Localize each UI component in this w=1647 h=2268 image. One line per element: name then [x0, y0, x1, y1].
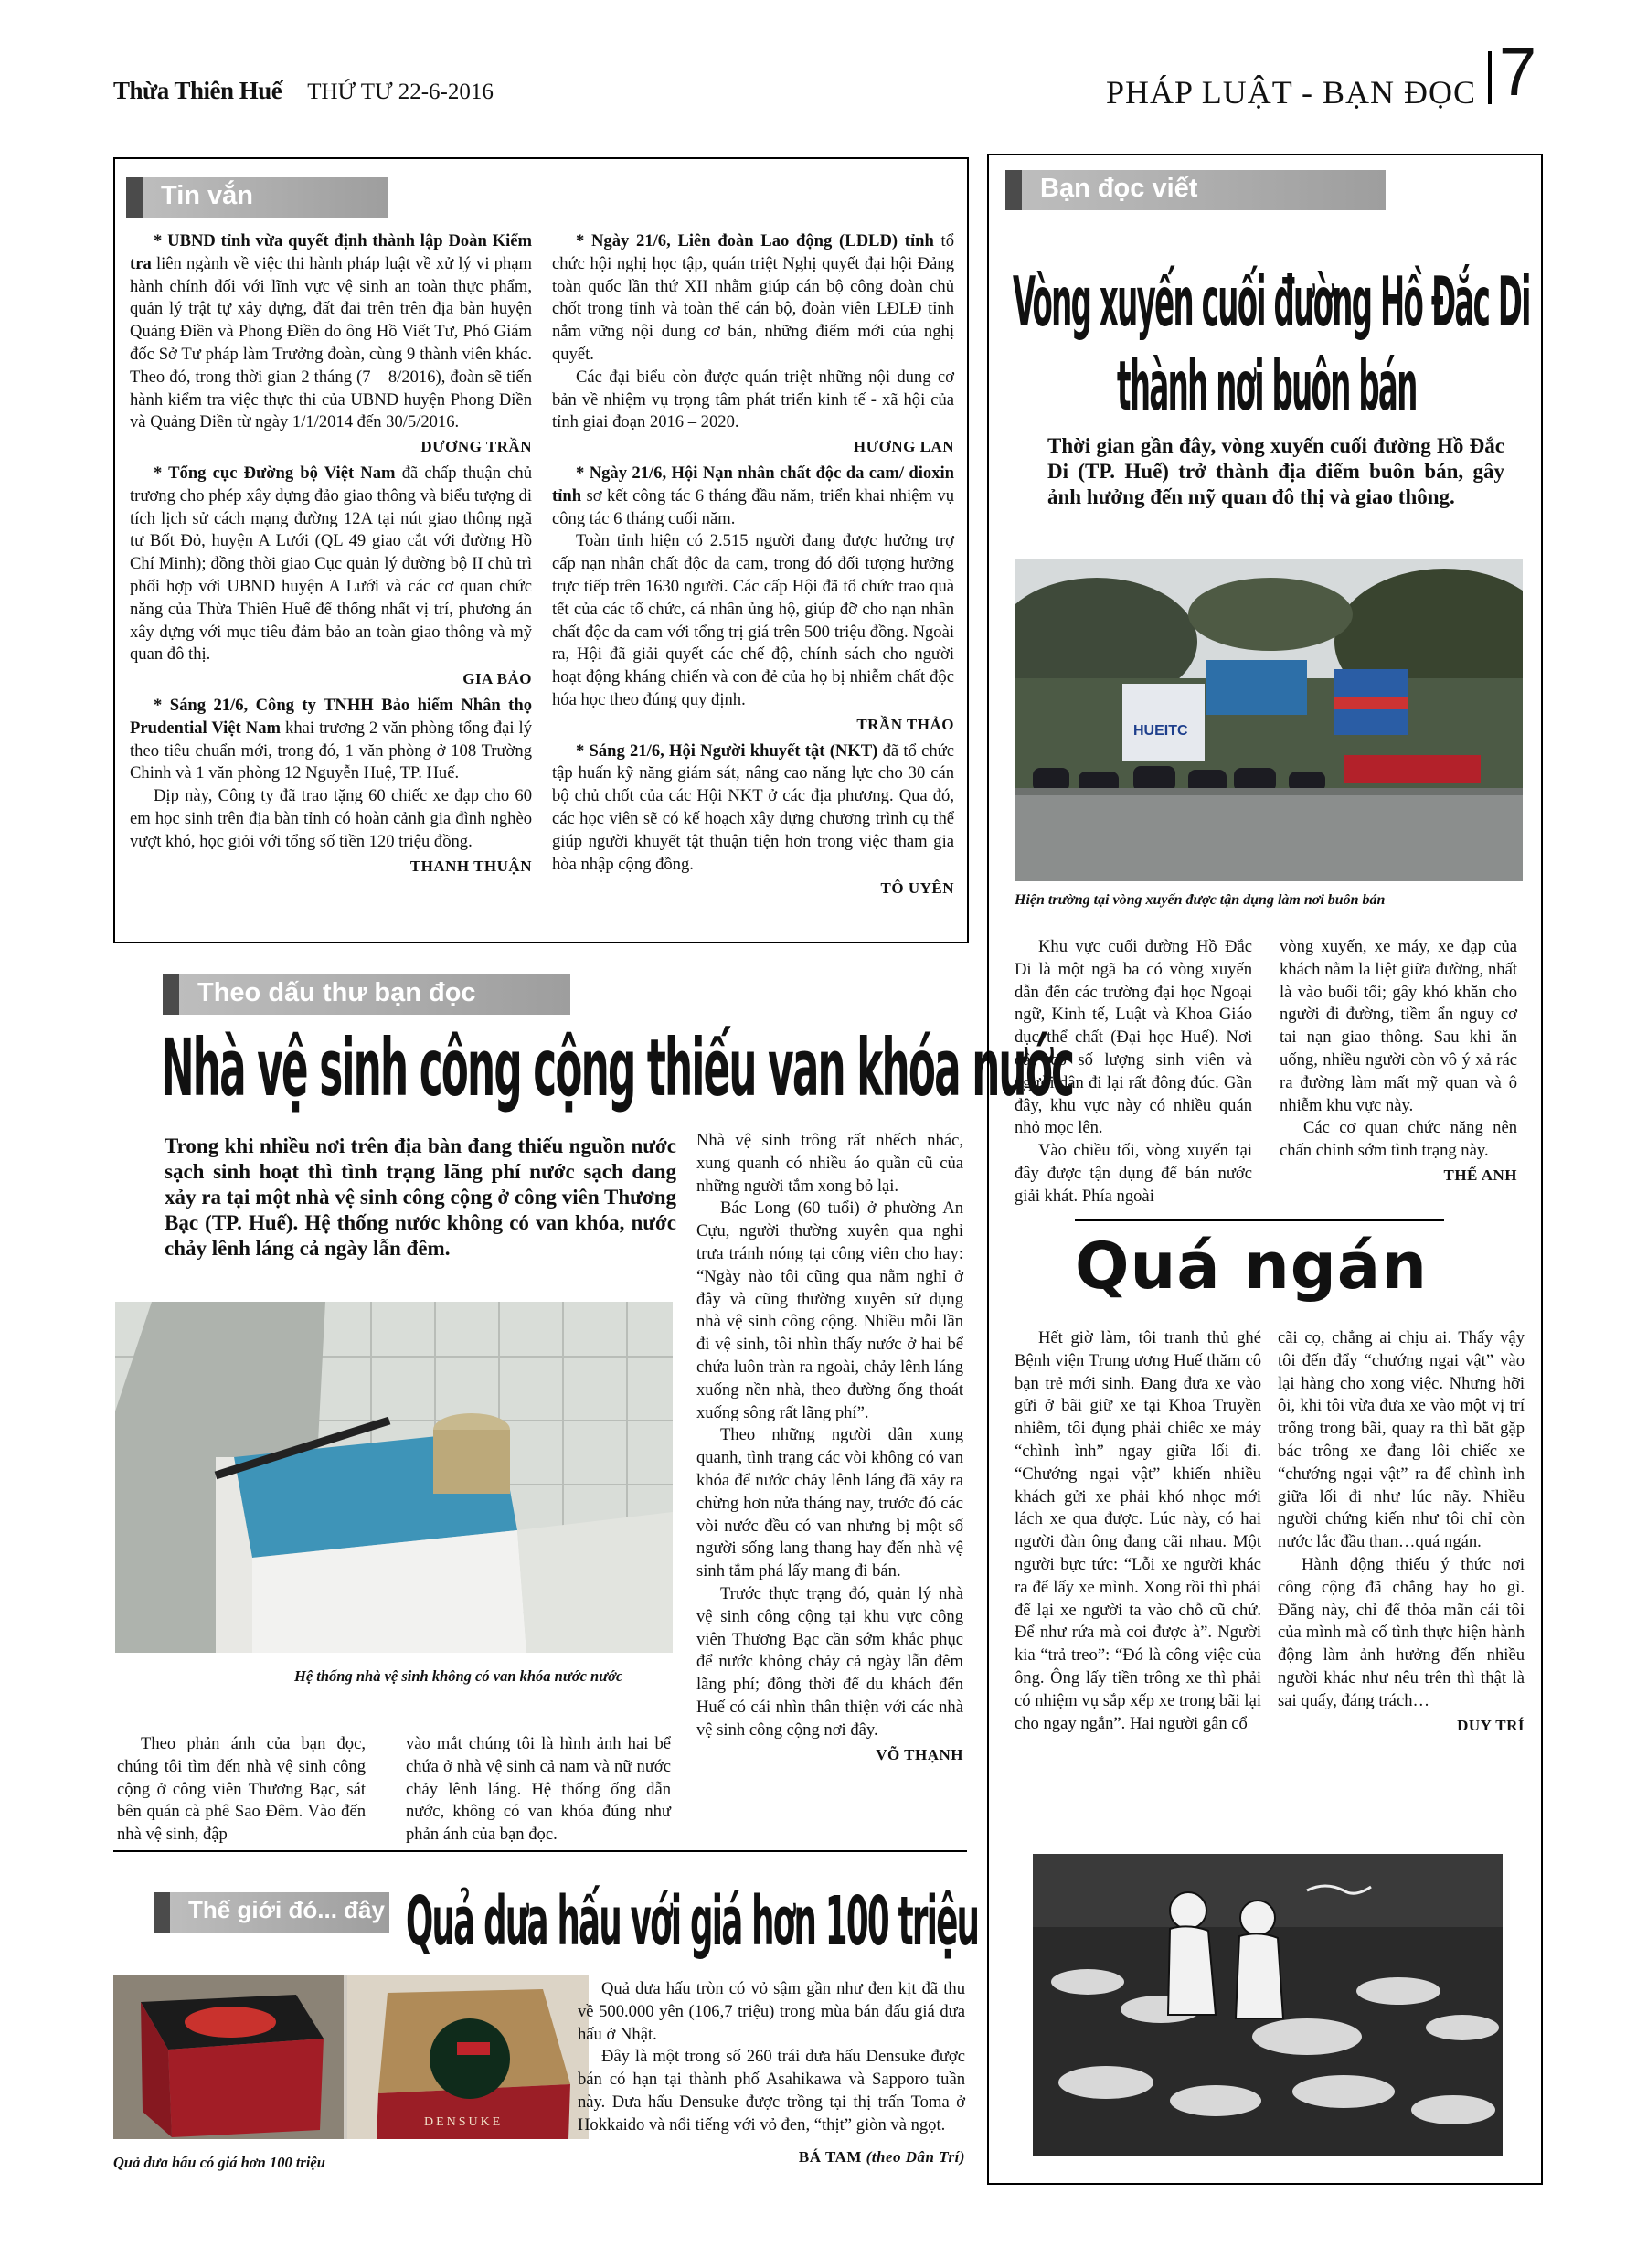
paper-name: Thừa Thiên Huế	[113, 77, 282, 104]
article-text: Vào chiều tối, vòng xuyến tại đây được tận dụng để bán nước giải khát. Phía ngoài	[1015, 1141, 1252, 1206]
article-text: Khu vực cuối đường Hồ Đắc Di là một ngã ba có vòng xuyến dẫn đến các trường đại học Ngoại ngữ, Kinh tế, Luật và Khoa Giáo dục thể chất (Đại học Huế). Nơi đây có số lượng sinh viên và người dân đi lại rất đông đúc. Gần đây, khu vực này có nhiều quán nhỏ mọc lên.	[1015, 937, 1252, 1138]
news-lead: * Ngày 21/6, Hội Nạn nhân chất độc da cam/ dioxin tỉnh	[552, 463, 954, 506]
byline: TÔ UYÊN	[880, 879, 954, 898]
roundabout-col-2	[1280, 936, 1517, 1191]
article-text: Nhà vệ sinh trông rất nhếch nhác, xung quanh có nhiều áo quần cũ của những người tắm xong bỏ lại.	[696, 1131, 963, 1196]
parking-illustration	[1033, 1854, 1503, 2156]
article-text: cãi cọ, chẳng ai chịu ai. Thấy vậy tôi đến đẩy “chướng ngại vật” vào lại hàng cho xong việc. Nhưng hỡi ôi, khi tôi vừa đưa xe vào một vị trí trống trong bãi, quay ra thì bắt gặp bác trông xe đang lôi chiếc xe “chướng ngại vật” ra để chình ình giữa lối đi như lúc nãy. Nhiều người chứng kiến như tôi chỉ còn nước lắc đầu than…quá ngán.	[1278, 1328, 1525, 1552]
toilet-col-1	[117, 1733, 366, 1847]
section-divider	[1075, 1219, 1444, 1221]
toilet-photo	[115, 1302, 673, 1653]
article-text: Quả dưa hấu tròn có vỏ sậm gần như đen kịt đã thu về 500.000 yên (106,7 triệu) trong mùa bán đấu giá dưa hấu ở Nhật.	[578, 1979, 965, 2044]
article-text: Theo phản ánh của bạn đọc, chúng tôi tìm đến nhà vệ sinh công cộng ở công viên Thương Bạc, sát bên quán cà phê Sao Đêm. Vào đến nhà vệ sinh, đập	[117, 1734, 366, 1845]
watermelon-headline: Quả dưa hấu với giá hơn 100 triệu	[406, 1881, 979, 1961]
issue-date: THỨ TƯ 22-6-2016	[307, 80, 494, 104]
article-text: Bác Long (60 tuổi) ở phường An Cựu, người thường xuyên qua nghỉ trưa tránh nóng tại công viên cho hay: “Ngày nào tôi cũng qua nằm nghỉ ở đây và cũng thường xuyên sử dụng nhà vệ sinh công cộng. Nhiều mỗi lần đi vệ sinh, tôi nhìn thấy nước ở hai bể chứa luôn tràn ra ngoài, chảy lênh láng xuống nền nhà, theo đường ống thoát xuống sông rất lãng phí”.	[696, 1198, 963, 1422]
qua-ngan-headline: Quá ngán	[1075, 1229, 1428, 1304]
article-text: Hành động thiếu ý thức nơi công cộng đã chẳng hay ho gì. Đằng này, chỉ để thỏa mãn cái tôi của mình mà cố tình thực hiện hành động làm ảnh hưởng đến nhiều người khác như nêu trên thì thật là sai quấy, đáng trách…	[1278, 1554, 1525, 1710]
news-lead: * Sáng 21/6, Hội Người khuyết tật (NKT)	[576, 740, 878, 761]
news-body: đã chấp thuận chủ trương cho phép xây dựng đảo giao thông và biểu tượng di tích lịch sử cách mạng đường 12A tại nút giao thông ngã tư Bốt Đỏ, huyện A Lưới (QL 49 giao cắt với đường Hồ Chí Minh); đồng thời giao Cục quản lý đường bộ II chủ trì phối hợp với UBND huyện A Lưới và các cơ quan chức năng của Thừa Thiên Huế để thống nhất vị trí, phương án xây dựng với mục tiêu đảm bảo an toàn giao thông và mỹ quan đô thị.	[130, 463, 532, 665]
byline: THANH THUẬN	[409, 857, 532, 875]
ban-doc-viet-tag: Bạn đọc viết	[1005, 170, 1386, 210]
byline-source: (theo Dân Trí)	[866, 2147, 965, 2166]
byline: HƯƠNG LAN	[853, 438, 954, 456]
tin-van-tag: Tin vắn	[126, 177, 388, 218]
article-text: Hết giờ làm, tôi tranh thủ ghé Bệnh viện Trung ương Huế thăm cô bạn trẻ mới sinh. Đang đưa xe vào gửi ở bãi giữ xe tại Khoa Truyền nhiễm, tôi đụng phải chiếc xe máy “chình ình” ngay giữa lối đi. “Chướng ngại vật” khiến nhiều khách gửi xe phải khó nhọc mới lách xe qua được. Lúc này, có hai người đàn ông đang cãi nhau. Một người bực tức: “Lỗi xe người khác ra để lấy xe mình. Xong rồi thì phải để lại xe người ta vào chỗ cũ chứ. Để như rứa mà coi được à”. Người kia “trả treo”: “Đó là công việc của ông. Ông lấy tiền trông xe thì phải có nhiệm vụ sắp xếp xe trong bãi lại cho ngay ngắn”. Hai người gân cổ	[1015, 1328, 1261, 1733]
news-lead: * Ngày 21/6, Liên đoàn Lao động (LĐLĐ) tỉnh	[576, 231, 934, 250]
toilet-col-3	[696, 1130, 963, 1770]
article-text: Trước thực trạng đó, quản lý nhà vệ sinh công cộng tại khu vực công viên Thương Bạc cần sớm khắc phục để nước không chảy cả ngày lẫn đêm lãng phí; đồng thời để du khách đến Huế có cái nhìn thân thiện với các nhà vệ sinh công cộng nơi đây.	[696, 1583, 963, 1740]
watermelon-body	[578, 1978, 965, 2172]
byline	[578, 2146, 965, 2169]
tin-van-right-column	[552, 230, 954, 904]
tin-van-left-column	[130, 230, 532, 881]
article-text: Các cơ quan chức năng nên chấn chỉnh sớm tình trạng này.	[1280, 1118, 1517, 1161]
box-label: DENSUKE	[424, 2115, 504, 2129]
article-text: Theo những người dân xung quanh, tình trạng các vòi không có van khóa để nước chảy lênh láng đã xảy ra chừng hơn nửa tháng nay, trước đó các vòi nước đều có van nhưng bị một số người sống lang thang hay đến nhà vệ sinh tắm phá lấy mang đi bán.	[696, 1425, 963, 1581]
article-text: Đây là một trong số 260 trái dưa hấu Densuke được bán có hạn tại thành phố Asahikawa và Sapporo tuần này. Dưa hấu Densuke được trồng tại thị trấn Toma ở Hokkaido và nổi tiếng với vỏ đen, “thịt” giòn và ngọt.	[578, 2047, 965, 2135]
section-divider	[113, 1850, 967, 1852]
news-body: khai trương 2 văn phòng tổng đại lý theo tiêu chuẩn mới, trong đó, 1 văn phòng ở 108 Trường Chinh và 1 văn phòng 12 Nguyễn Huệ, TP. Huế.	[130, 718, 532, 783]
news-lead: * Sáng 21/6, Công ty TNHH Bảo hiểm Nhân thọ Prudential Việt Nam	[130, 695, 532, 738]
news-lead: * UBND tỉnh vừa quyết định thành lập Đoàn Kiểm tra	[130, 231, 532, 273]
news-lead: * Tổng cục Đường bộ Việt Nam	[154, 463, 396, 483]
news-body: sơ kết công tác 6 tháng đầu năm, triển khai nhiệm vụ công tác 6 tháng cuối năm.	[552, 485, 954, 528]
toilet-lead: Trong khi nhiều nơi trên địa bàn đang thiếu nguồn nước sạch sinh hoạt thì tình trạng lãng phí nước sạch đang xảy ra tại một nhà vệ sinh công cộng ở công viên Thương Bạc (TP. Huế). Hệ thống nước không có van khóa, nước chảy lênh láng cả ngày lẫn đêm.	[165, 1134, 676, 1260]
page-number-divider	[1488, 51, 1492, 104]
byline: VÕ THẠNH	[876, 1745, 963, 1763]
qua-ngan-col-1	[1015, 1327, 1261, 1735]
roundabout-photo	[1015, 559, 1523, 881]
byline-name: BÁ TAM	[798, 2147, 862, 2166]
article-text: vào mắt chúng tôi là hình ảnh hai bể chứa ở nhà vệ sinh cả nam và nữ nước chảy lênh láng. Hệ thống ống dẫn nước, không có van khóa đúng như phản ánh của bạn đọc.	[406, 1734, 671, 1845]
news-body: Dịp này, Công ty đã trao tặng 60 chiếc xe đạp cho 60 em học sinh trên địa bàn tỉnh có hoàn cảnh gia đình nghèo vượt khó, học giỏi với tổng số tiền 120 triệu đồng.	[130, 786, 532, 851]
theo-dau-thu-tag: Theo dấu thư bạn đọc	[163, 974, 570, 1015]
roundabout-lead: Thời gian gần đây, vòng xuyến cuối đường Hồ Đắc Di (TP. Huế) trở thành địa điểm buôn bán, gây ảnh hưởng đến mỹ quan đô thị và giao thông.	[1047, 434, 1504, 508]
roundabout-photo-caption: Hiện trường tại vòng xuyến được tận dụng làm nơi buôn bán	[1015, 892, 1386, 908]
byline: GIA BẢO	[462, 670, 532, 688]
roundabout-col-1	[1015, 936, 1252, 1209]
qua-ngan-col-2	[1278, 1327, 1525, 1741]
byline: THẾ ANH	[1443, 1166, 1517, 1184]
masthead	[113, 77, 494, 105]
news-body: Các đại biểu còn được quán triệt những nội dung cơ bản về nhiệm vụ trọng tâm phát triển kinh tế - xã hội của tỉnh giai đoạn 2016 – 2020.	[552, 367, 954, 432]
news-body: tổ chức hội nghị học tập, quán triệt Nghị quyết đại hội Đảng toàn quốc lần thứ XII nhằm giúp cán bộ công đoàn chủ chốt trong tỉnh và toàn thể cán bộ, đoàn viên LĐLĐ tỉnh nắm vững nội dung cơ bản, những điểm mới của nghị quyết.	[552, 231, 954, 364]
the-gioi-tag: Thế giới đó... đây	[154, 1892, 389, 1933]
toilet-headline: Nhà vệ sinh công cộng thiếu van khóa nước	[161, 1022, 1074, 1114]
news-body: liên ngành về việc thi hành pháp luật về xử lý vi phạm hành chính đối với lĩnh vực vệ sinh an toàn thực phẩm, quản lý trật tự xây dựng, đất đai trên trên địa bàn huyện Quảng Điền và Phong Điền do ông Hồ Viết Tư, Phó Giám đốc Sở Tư pháp làm Trưởng đoàn, cùng 9 thành viên khác. Theo đó, trong thời gian 2 tháng (7 – 8/2016), đoàn sẽ tiến hành kiểm tra việc thực thi của UBND huyện Phong Điền và Quảng Điền từ ngày 1/1/2014 đến 30/5/2016.	[130, 253, 532, 432]
byline: TRẦN THẢO	[856, 715, 954, 733]
roundabout-headline-line-2: thành nơi buôn bán	[1117, 347, 1417, 427]
byline: DUY TRÍ	[1457, 1716, 1525, 1734]
sign-text: HUEITC	[1133, 723, 1188, 739]
watermelon-caption: Quả dưa hấu có giá hơn 100 triệu	[113, 2154, 325, 2171]
news-body: Toàn tỉnh hiện có 2.515 người đang được hưởng trợ cấp nạn nhân chất độc da cam, trong đó đối tượng hưởng trực tiếp trên 1630 người. Các cấp Hội đã tổ chức trao quà tết của các tổ chức, cá nhân ủng hộ, giúp đỡ cho nạn nhân chất độc da cam với tổng trị giá trên 500 triệu đồng. Ngoài ra, Hội đã giải quyết các chế độ, chính sách cho người hoạt động kháng chiến và con đẻ của họ bị nhiễm chất độc hóa học theo đúng quy định.	[552, 531, 954, 709]
section-name: PHÁP LUẬT - BẠN ĐỌC	[1106, 74, 1477, 111]
news-body: đã tổ chức tập huấn kỹ năng giám sát, nâng cao năng lực cho 30 cán bộ chủ chốt của các Hội NKT ở các địa phương. Qua đó, các học viên sẽ có kế hoạch xây dựng chương trình cụ thể giúp người khuyết tật thuận tiện hơn trong việc tham gia hòa nhập cộng đồng.	[552, 740, 954, 874]
toilet-col-2	[406, 1733, 671, 1847]
article-text: vòng xuyến, xe máy, xe đạp của khách nằm la liệt giữa đường, nhất là vào buổi tối; gây khó khăn cho người đi đường, tiềm ẩn nguy cơ tai nạn giao thông. Sau khi ăn uống, nhiều người còn vô ý xả rác ra đường làm mất mỹ quan và ô nhiễm khu vực này.	[1280, 937, 1517, 1115]
watermelon-photo	[113, 1975, 589, 2139]
toilet-photo-caption: Hệ thống nhà vệ sinh không có van khóa nước nước	[294, 1667, 623, 1685]
byline: DƯƠNG TRẦN	[420, 438, 532, 456]
roundabout-headline-line-1: Vòng xuyến cuối đường Hồ Đắc Di	[1013, 263, 1530, 343]
page-number: 7	[1499, 34, 1537, 110]
